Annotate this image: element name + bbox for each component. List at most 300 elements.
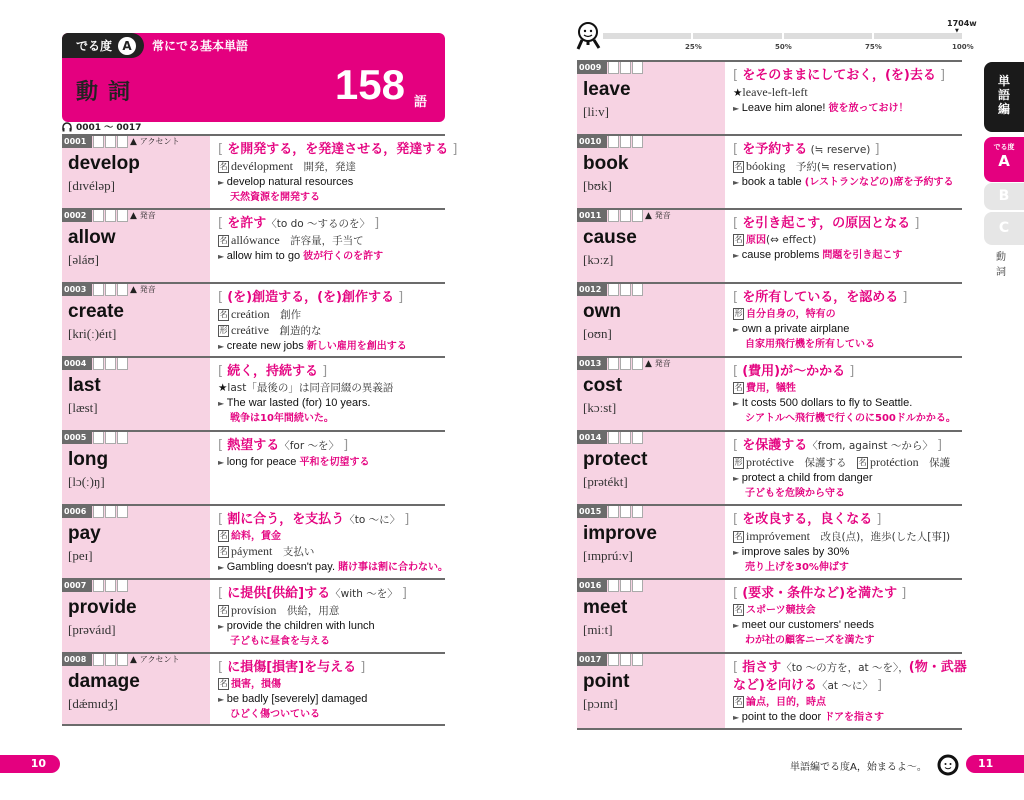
tab-level-b-label: B — [998, 188, 1010, 204]
headword: pay — [68, 523, 101, 544]
meaning-text: 熱望する — [227, 438, 280, 453]
meaning-text: 割に合う，を支払う — [227, 512, 345, 527]
pronunciation: [bʊk] — [583, 178, 612, 193]
meaning-text: (を)創造する，(を)創作する — [227, 290, 394, 305]
derivative-word: bóoking — [746, 159, 786, 173]
example-text: allow him to go — [226, 250, 304, 262]
study-checkbox[interactable] — [105, 136, 116, 148]
study-checkbox[interactable] — [93, 358, 104, 370]
study-checkbox[interactable] — [117, 506, 128, 518]
meaning-text: (物・武器 — [908, 660, 967, 675]
study-checkbox[interactable] — [105, 506, 116, 518]
example-text: Leave him alone! — [741, 102, 829, 114]
example-text: The war lasted (for) 10 years. — [226, 397, 371, 409]
derivative-word: creátion — [231, 307, 270, 321]
study-checkbox[interactable] — [620, 432, 631, 444]
tab-level-c[interactable] — [984, 212, 1024, 245]
study-checkbox[interactable] — [620, 284, 631, 296]
entry-number: 0002 — [62, 210, 92, 222]
word-count-unit: 語 — [413, 95, 427, 110]
headword: provide — [68, 597, 137, 618]
arrow-icon — [218, 456, 227, 468]
study-checkbox[interactable] — [608, 580, 619, 592]
meaning-line — [218, 437, 445, 455]
note-text: 〈to ～に〉 — [344, 514, 401, 526]
translation-text: シアトルへ飛行機で行くのに500ドルかかる。 — [745, 413, 956, 424]
derivative-word: provísion — [231, 603, 277, 617]
entry-number-box — [577, 62, 643, 74]
study-checkbox[interactable] — [608, 506, 619, 518]
study-checkbox[interactable] — [632, 506, 643, 518]
part-of-speech-marker: 名 — [734, 383, 743, 392]
study-checkbox[interactable] — [117, 210, 128, 222]
example-line — [733, 710, 967, 725]
arrow-icon — [218, 620, 227, 632]
example-line — [733, 101, 962, 116]
tab-level-label: でる度 — [993, 143, 1015, 151]
translation-text: 彼を放っておけ！ — [828, 103, 909, 114]
example-line — [218, 560, 448, 575]
mascot-icon — [574, 20, 602, 52]
entry-number: 0007 — [62, 580, 92, 592]
note-text: 支払い — [272, 546, 315, 558]
derivative-word: devélopment — [231, 159, 293, 173]
entry-headword-cell — [62, 136, 210, 208]
word-entry — [577, 356, 962, 430]
star-icon — [733, 87, 742, 99]
word-entry — [62, 430, 445, 504]
level-badge: A — [118, 37, 136, 55]
study-checkbox[interactable] — [117, 432, 128, 444]
study-checkbox[interactable] — [608, 62, 619, 74]
meaning-line — [218, 659, 445, 677]
translation-text: ドアを指さす — [824, 712, 884, 723]
note-text: 供給，用意 — [276, 605, 340, 617]
meaning-line — [733, 289, 962, 307]
example-text: provide the children with lunch — [226, 620, 375, 632]
warning-badge: ▲ アクセント — [130, 136, 180, 148]
pronunciation: [ɪmprúːv] — [583, 548, 633, 563]
translation-text: 戦争は10年間続いた。 — [230, 413, 334, 424]
tab-level-a[interactable] — [984, 137, 1024, 182]
part-of-speech-marker: 名 — [858, 458, 867, 467]
study-checkbox[interactable] — [620, 506, 631, 518]
example-line — [218, 175, 457, 190]
arrow-icon — [733, 249, 742, 261]
entry-definition-cell — [210, 654, 445, 724]
detail-line — [218, 323, 445, 339]
entry-number: 0012 — [577, 284, 607, 296]
part-of-speech-marker: 形 — [734, 309, 743, 318]
arrow-icon — [218, 397, 227, 409]
example-text: cause problems — [741, 249, 823, 261]
detail-line — [218, 603, 445, 619]
entry-headword-cell — [577, 136, 725, 208]
progress-bar — [603, 33, 962, 39]
headword: improve — [583, 523, 657, 544]
entry-number-box — [62, 210, 128, 222]
side-category: 動詞 — [996, 252, 1006, 278]
study-checkbox[interactable] — [632, 62, 643, 74]
example-text: protect a child from danger — [741, 472, 873, 484]
study-checkbox[interactable] — [620, 136, 631, 148]
study-checkbox[interactable] — [608, 284, 619, 296]
derivative-word: creátive — [231, 323, 269, 337]
note-text: 〈at ～に〉 — [816, 680, 873, 692]
entry-list-right — [577, 60, 967, 730]
note-text: 〈with ～を〉 — [330, 588, 398, 600]
headword: create — [68, 301, 124, 322]
meaning-line — [733, 67, 962, 85]
detail-line — [218, 411, 445, 426]
entry-definition-cell — [725, 210, 962, 282]
pronunciation: [kɔːst] — [583, 400, 617, 415]
tab-section-label: 単語編 — [998, 74, 1011, 116]
study-checkbox[interactable] — [105, 654, 116, 666]
entry-number-box — [62, 654, 128, 666]
entry-definition-cell — [725, 284, 962, 356]
meaning-line — [733, 677, 967, 695]
study-checkbox[interactable] — [608, 136, 619, 148]
study-checkbox[interactable] — [105, 358, 116, 370]
entry-number-box — [62, 432, 128, 444]
study-checkbox[interactable] — [632, 136, 643, 148]
word-entry — [62, 208, 445, 282]
study-checkbox[interactable] — [632, 654, 643, 666]
example-text: long for peace — [226, 456, 300, 468]
headword: develop — [68, 153, 140, 174]
detail-line — [218, 381, 445, 396]
headword: point — [583, 671, 630, 692]
study-checkbox[interactable] — [105, 210, 116, 222]
study-checkbox[interactable] — [620, 580, 631, 592]
detail-line — [733, 307, 962, 322]
example-text: be badly [severely] damaged — [226, 693, 368, 705]
note-text: 創造的な — [268, 325, 322, 337]
entry-number-box — [62, 284, 128, 296]
progress-label-100: 100% — [952, 43, 974, 51]
example-line — [733, 471, 962, 486]
entry-number-box — [577, 654, 643, 666]
note-text: 創作 — [269, 309, 302, 321]
word-entry — [577, 208, 962, 282]
entry-definition-cell — [210, 506, 448, 578]
meaning-text: など)を向ける — [733, 678, 817, 693]
example-line — [218, 619, 445, 634]
progress-label-50: 50% — [775, 43, 792, 51]
entry-headword-cell — [577, 358, 725, 430]
meaning-text: (費用)が～かかる — [742, 364, 846, 379]
study-checkbox[interactable] — [93, 580, 104, 592]
detail-line — [733, 85, 962, 101]
detail-line — [218, 707, 445, 722]
part-of-speech-marker: 名 — [219, 162, 228, 171]
derivative-word: impróvement — [746, 529, 810, 543]
meaning-text: を改良する，良くなる — [742, 512, 873, 527]
arrow-icon — [218, 693, 227, 705]
meaning-line — [218, 511, 448, 529]
word-entry — [62, 356, 445, 430]
word-entry — [62, 134, 449, 208]
example-line — [218, 455, 445, 470]
detail-line — [218, 307, 445, 323]
meaning-text: を引き起こす，の原因となる — [742, 216, 911, 231]
study-checkbox[interactable] — [620, 210, 631, 222]
tab-section-words[interactable] — [984, 62, 1024, 132]
pronunciation: [oʊn] — [583, 326, 612, 341]
study-checkbox[interactable] — [117, 580, 128, 592]
arrow-icon — [218, 340, 227, 352]
warning-badge: ▲ 発音 — [645, 358, 671, 370]
word-entry — [577, 504, 962, 578]
entry-number-box — [577, 432, 643, 444]
arrow-icon — [733, 711, 742, 723]
warning-badge: ▲ アクセント — [130, 654, 180, 666]
example-text: It costs 500 dollars to fly to Seattle. — [741, 397, 913, 409]
note-text: 予約(≒ reservation) — [785, 161, 897, 173]
study-checkbox[interactable] — [93, 432, 104, 444]
part-of-speech-marker: 名 — [734, 605, 743, 614]
detail-line — [218, 677, 445, 692]
study-checkbox[interactable] — [93, 284, 104, 296]
entry-number: 0016 — [577, 580, 607, 592]
note-text: 〈from, against ～から〉 — [807, 440, 933, 452]
note-text: 〈to do ～するのを〉 — [266, 218, 371, 230]
meaning-line — [218, 215, 445, 233]
example-line — [733, 248, 962, 263]
study-checkbox[interactable] — [632, 580, 643, 592]
pronunciation: [əláʊ] — [68, 252, 99, 267]
entry-headword-cell — [62, 580, 210, 652]
word-count: 158 — [334, 61, 405, 108]
warning-badge: ▲ 発音 — [130, 210, 156, 222]
part-of-speech-marker: 名 — [734, 697, 743, 706]
note-text: 保護する — [793, 457, 857, 469]
meaning-text: を許す — [227, 216, 267, 231]
note-text: 〈for ～を〉 — [279, 440, 340, 452]
pronunciation: [pɔɪnt] — [583, 696, 618, 711]
footer-message: 単語編でる度A，始まるよ～。 — [790, 762, 927, 773]
meaning-line — [218, 289, 445, 307]
translation-text: 給料，賃金 — [231, 531, 281, 542]
note-text: last「最後の」は同音同綴の異義語 — [227, 382, 394, 394]
entry-headword-cell — [62, 284, 210, 356]
part-of-speech-marker: 形 — [734, 458, 743, 467]
level-tag — [62, 33, 144, 58]
meaning-text: を開発する，を発達させる，発達する — [227, 142, 449, 157]
tab-level-b[interactable] — [984, 183, 1024, 210]
entry-number-box — [577, 358, 643, 370]
entry-number: 0017 — [577, 654, 607, 666]
entry-number: 0014 — [577, 432, 607, 444]
study-checkbox[interactable] — [105, 432, 116, 444]
entry-number: 0003 — [62, 284, 92, 296]
tab-level-c-label: C — [998, 220, 1010, 236]
study-checkbox[interactable] — [117, 654, 128, 666]
detail-line — [733, 560, 962, 575]
entry-number: 0010 — [577, 136, 607, 148]
meaning-line — [733, 511, 962, 529]
arrow-icon — [733, 176, 742, 188]
study-checkbox[interactable] — [608, 358, 619, 370]
study-checkbox[interactable] — [117, 284, 128, 296]
pronunciation: [liːv] — [583, 104, 609, 119]
translation-text: 損害，損傷 — [231, 679, 281, 690]
study-checkbox[interactable] — [632, 358, 643, 370]
meaning-text: に損傷[損害]を与える — [227, 660, 357, 675]
entry-number-box — [577, 284, 643, 296]
word-entry — [577, 430, 962, 504]
meaning-line — [218, 141, 457, 159]
meaning-line — [733, 215, 962, 233]
translation-text: 天然資源を開発する — [230, 192, 320, 203]
meaning-line — [733, 585, 962, 603]
translation-text: 平和を切望する — [299, 457, 370, 468]
translation-text: 新しい雇用を創出する — [306, 341, 407, 352]
word-entry — [577, 134, 962, 208]
study-checkbox[interactable] — [117, 136, 128, 148]
arrow-icon — [733, 323, 742, 335]
entry-headword-cell — [577, 580, 725, 652]
study-checkbox[interactable] — [105, 284, 116, 296]
entry-headword-cell — [577, 506, 725, 578]
pronunciation: [læst] — [68, 400, 98, 415]
study-checkbox[interactable] — [93, 506, 104, 518]
entry-number-box — [62, 580, 128, 592]
study-checkbox[interactable] — [608, 654, 619, 666]
study-checkbox[interactable] — [608, 210, 619, 222]
part-of-speech-marker: 名 — [734, 162, 743, 171]
study-checkbox[interactable] — [620, 358, 631, 370]
smiley-icon — [937, 754, 959, 776]
derivative-word: páyment — [231, 544, 273, 558]
study-checkbox[interactable] — [93, 654, 104, 666]
warning-badge: ▲ 発音 — [130, 284, 156, 296]
example-text: meet our customers' needs — [741, 619, 875, 631]
pronunciation: [miːt] — [583, 622, 613, 637]
entry-definition-cell — [725, 580, 962, 652]
study-checkbox[interactable] — [105, 580, 116, 592]
detail-line — [733, 233, 962, 248]
pronunciation: [prəváɪd] — [68, 622, 116, 637]
translation-text: 子どもに昼食を与える — [230, 636, 330, 647]
headword: cost — [583, 375, 623, 396]
example-line — [218, 339, 445, 354]
translation-text: 彼が行くのを許す — [303, 251, 384, 262]
translation-text: 論点，目的，時点 — [746, 697, 826, 708]
pronunciation: [peɪ] — [68, 548, 93, 563]
note-text: 改良(点)，進歩(した人[事]) — [809, 531, 951, 543]
word-entry — [62, 652, 445, 726]
entry-number: 0004 — [62, 358, 92, 370]
example-line — [733, 322, 962, 337]
study-checkbox[interactable] — [93, 136, 104, 148]
part-of-speech-marker: 名 — [219, 606, 228, 615]
study-checkbox[interactable] — [608, 432, 619, 444]
part-of-speech-marker: 名 — [219, 236, 228, 245]
arrow-icon — [218, 176, 227, 188]
study-checkbox[interactable] — [632, 284, 643, 296]
translation-text: 売り上げを30%伸ばす — [745, 562, 849, 573]
meaning-text: を保護する — [742, 438, 808, 453]
headword: allow — [68, 227, 116, 248]
arrow-icon — [733, 619, 742, 631]
study-checkbox[interactable] — [117, 358, 128, 370]
detail-line — [733, 695, 967, 710]
detail-line — [733, 633, 962, 648]
page-title: 動詞 — [76, 80, 141, 105]
detail-line — [733, 529, 962, 545]
entry-headword-cell — [577, 62, 725, 134]
example-line — [218, 249, 445, 264]
study-checkbox[interactable] — [93, 210, 104, 222]
entry-number-box — [62, 506, 128, 518]
headword: own — [583, 301, 621, 322]
pronunciation: [dǽmɪdʒ] — [68, 696, 118, 711]
entry-list-left — [62, 134, 449, 726]
headword: last — [68, 375, 101, 396]
entry-number: 0009 — [577, 62, 607, 74]
meaning-line — [733, 659, 967, 677]
entry-headword-cell — [62, 432, 210, 504]
arrow-icon — [218, 561, 227, 573]
note-text: (≒ reserve) — [807, 144, 871, 156]
entry-number-box — [62, 358, 128, 370]
word-entry — [577, 578, 962, 652]
study-checkbox[interactable] — [620, 654, 631, 666]
headword: damage — [68, 671, 140, 692]
entry-number: 0013 — [577, 358, 607, 370]
word-entry — [577, 652, 967, 730]
translation-text: 賭け事は割に合わない。 — [338, 562, 449, 573]
detail-line — [218, 529, 448, 544]
word-entry — [577, 60, 962, 134]
meaning-text: に提供[供給]する — [227, 586, 331, 601]
progress-label-75: 75% — [865, 43, 882, 51]
page-number-right: 11 — [966, 755, 1024, 773]
detail-line — [218, 190, 457, 205]
headword: cause — [583, 227, 637, 248]
entry-number: 0001 — [62, 136, 92, 148]
translation-text: 費用，犠牲 — [746, 383, 796, 394]
study-checkbox[interactable] — [632, 210, 643, 222]
meaning-text: を予約する — [742, 142, 808, 157]
detail-line — [733, 486, 962, 501]
entry-headword-cell — [62, 358, 210, 430]
detail-line — [733, 411, 962, 426]
audio-range[interactable] — [62, 120, 141, 133]
star-icon — [218, 382, 227, 394]
entry-definition-cell — [210, 432, 445, 504]
meaning-text: を所有している，を認める — [742, 290, 899, 305]
pronunciation: [kɔːz] — [583, 252, 614, 267]
part-of-speech-marker: 名 — [734, 235, 743, 244]
entry-number: 0008 — [62, 654, 92, 666]
entry-headword-cell — [62, 210, 210, 282]
study-checkbox[interactable] — [620, 62, 631, 74]
derivative-word: allówance — [231, 233, 280, 247]
note-text: 開発，発達 — [292, 161, 356, 173]
arrow-icon — [218, 250, 227, 262]
entry-definition-cell — [725, 432, 962, 504]
entry-definition-cell — [725, 506, 962, 578]
meaning-text: 指さす — [742, 660, 782, 675]
study-checkbox[interactable] — [632, 432, 643, 444]
translation-text: 自家用飛行機を所有している — [745, 339, 875, 350]
note-text: (⇔ effect) — [766, 234, 817, 246]
pronunciation: [kri(ː)éɪt] — [68, 326, 117, 341]
part-of-speech-marker: 形 — [219, 326, 228, 335]
